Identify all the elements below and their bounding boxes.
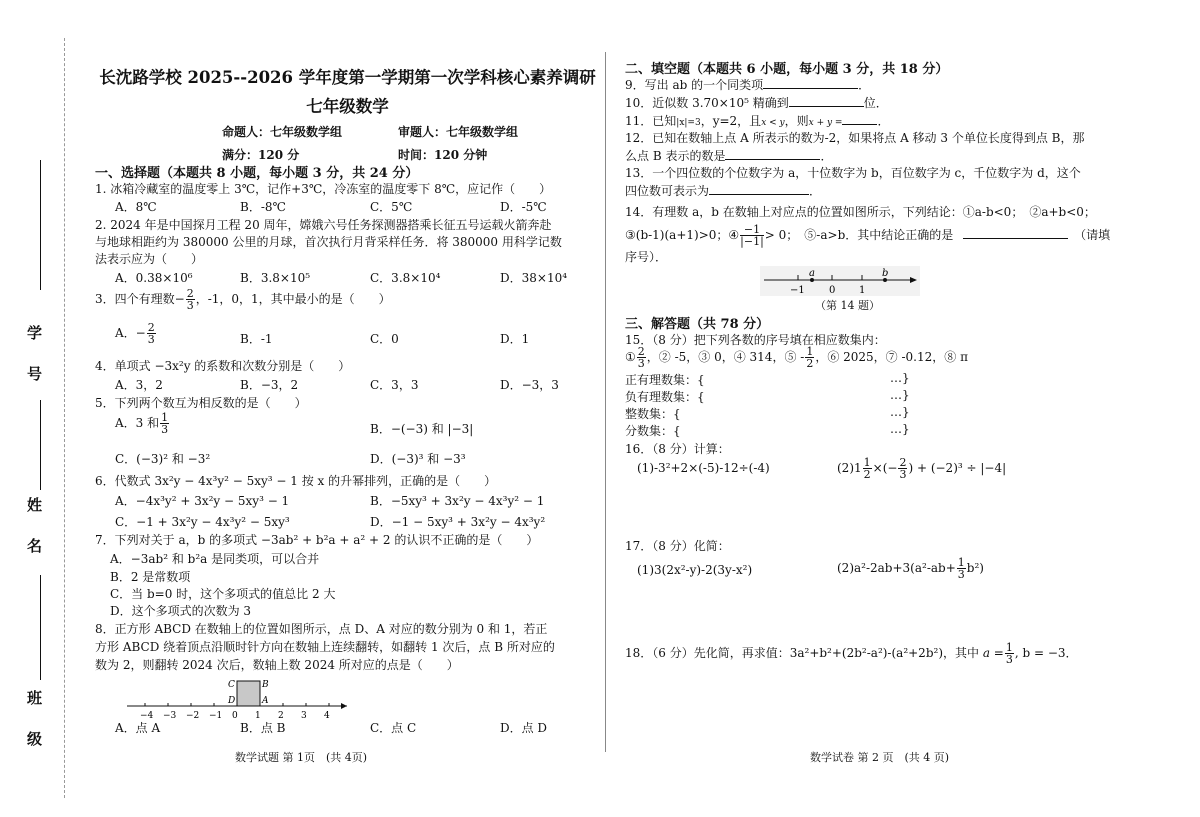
set-fractions: 分数集：{ (625, 424, 681, 438)
set-end-4: …} (890, 422, 910, 436)
tick-label: 1 (255, 711, 261, 721)
q7-option-c: C．当 b=0 时，这个多项式的值总比 2 大 (110, 587, 336, 601)
vertex-b: B (262, 680, 269, 690)
q1-stem: 1. 冰箱冷藏室的温度零上 3℃，记作+3℃，冷冻室的温度零下 8℃，应记作（ ） (95, 182, 552, 196)
q1-option-c: C．5℃ (370, 200, 413, 214)
q3-stem: 3．四个有理数− $\frac{2}{3}$ ，-1，0，1，其中最小的是（ ） (95, 287, 391, 312)
q16-part1: (1)-3²+2×(-5)-12÷(-4) (637, 461, 770, 475)
tick-1: 1 (859, 285, 866, 296)
q13-line2: 四位数可表示为 ． (625, 184, 822, 198)
tick-label: −1 (209, 711, 223, 721)
q15-stem: 15．（8 分）把下列各数的序号填在相应数集内： (625, 333, 886, 347)
q6-option-d: D．−1 − 5xy³ + 3x²y − 4x³y² (370, 515, 546, 529)
full-score: 满分：120 分 (222, 148, 300, 162)
q8-line2: 方形 ABCD 绕着顶点沿顺时针方向在数轴上连续翻转，如翻转 1 次后，点 B 所对应的 (95, 640, 555, 654)
tick-0: 0 (829, 285, 836, 296)
footer-page-1: 数学试题 第 1页 (共 4页) (235, 751, 368, 764)
tick-label: 0 (232, 711, 238, 721)
q5-stem: 5．下列两个数互为相反数的是（ ） (95, 396, 307, 410)
q7-option-b: B．2 是常数项 (110, 570, 191, 584)
q11: 11．已知|x|=3，y=2，且x < y，则x + y = ． (625, 114, 890, 128)
q4-option-b: B．−3，2 (240, 378, 299, 392)
class-line (40, 575, 41, 680)
vertex-c: C (228, 680, 235, 690)
label-a: a (809, 268, 815, 279)
q1-option-a: A．8℃ (115, 200, 157, 214)
exam-subtitle: 七年级数学 (306, 97, 389, 116)
q17-part1: (1)3(2x²-y)-2(3y-x²) (637, 563, 753, 577)
section1-heading: 一、选择题（本题共 8 小题，每小题 3 分，共 24 分） (95, 166, 419, 181)
tick-label: −2 (186, 711, 200, 721)
q15-numbers: ① $\frac{2}{3}$ ，② -5，③ 0，④ 314，⑤ - $\frac{1}{2}$ ，⑥ 2025，⑦ -0.12，⑧ π (625, 345, 968, 370)
q8-option-c: C．点 C (370, 721, 417, 735)
q14-line2: ③(b-1)(a+1)>0；④ $\frac{-1}{|-1|}$ > 0； ⑤-a>b．其中结论正确的是 （请填 (625, 223, 1111, 248)
q14-line3: 序号）． (625, 250, 668, 264)
label-b: b (882, 268, 889, 279)
q14-number-line-figure (760, 266, 920, 296)
q1-option-b: B．-8℃ (240, 200, 286, 214)
q4-option-d: D．−3，3 (500, 378, 559, 392)
student-id-label: 学号 (25, 325, 43, 407)
q6-option-a: A．−4x³y² + 3x²y − 5xy³ − 1 (115, 494, 290, 508)
reviewer: 审题人：七年级数学组 (398, 125, 519, 139)
q7-option-d: D．这个多项式的次数为 3 (110, 604, 252, 618)
set-negative-rationals: 负有理数集：{ (625, 390, 705, 404)
q8-line3: 数为 2，则翻转 2024 次后，数轴上数 2024 所对应的点是（ ） (95, 658, 459, 672)
tick-label: 3 (301, 711, 307, 721)
q6-stem: 6．代数式 3x²y − 4x³y² − 5xy³ − 1 按 x 的升幂排列，正确的是（ ） (95, 474, 497, 488)
student-id-line (40, 160, 41, 290)
name-line (40, 400, 41, 490)
q4-option-a: A．3，2 (115, 378, 163, 392)
q4-option-c: C．3，3 (370, 378, 419, 392)
set-positive-rationals: 正有理数集：{ (625, 373, 705, 387)
q2-option-c: C．3.8×10⁴ (370, 271, 441, 285)
q5-option-b: B．−(−3) 和 |−3| (370, 422, 474, 436)
q6-option-c: C．−1 + 3x²y − 4x³y² − 5xy³ (115, 515, 290, 529)
q17-stem: 17．（8 分）化简： (625, 539, 730, 553)
tick-label: 2 (278, 711, 284, 721)
column-divider (605, 52, 606, 752)
class-label: 班级 (25, 690, 43, 772)
footer-page-2: 数学试卷 第 2 页 (共 4 页) (810, 751, 950, 764)
q17-part2: (2)a²-2ab+3(a²-ab+ $\frac{1}{3}$ b²) (837, 556, 984, 581)
q5-option-a: A．3 和 $\frac{1}{3}$ (115, 411, 169, 436)
exam-time: 时间：120 分钟 (398, 148, 488, 162)
q2-line2: 与地球相距约为 380000 公里的月球，首次执行月背采样任务．将 380000 用科学记数 (95, 235, 562, 249)
q12-line1: 12．已知在数轴上点 A 所表示的数为-2，如果将点 A 移动 3 个单位长度得到点 B，那 (625, 131, 1085, 145)
q8-option-a: A．点 A (115, 721, 161, 735)
tick-neg1: −1 (790, 285, 805, 296)
set-end-1: …} (890, 371, 910, 385)
q5-option-d: D．(−3)³ 和 −3³ (370, 452, 466, 466)
q5-option-c: C．(−3)² 和 −3² (115, 452, 211, 466)
q8-line1: 8．正方形 ABCD 在数轴上的位置如图所示，点 D、A 对应的数分别为 0 和 1，若正 (95, 622, 548, 636)
square-abcd (237, 681, 260, 706)
q9: 9．写出 ab 的一个同类项 ． (625, 78, 871, 92)
section3-heading: 三、解答题（共 78 分） (625, 317, 770, 332)
q14-line1: 14．有理数 a，b 在数轴上对应点的位置如图所示，下列结论：①a-b<0； ②a+b<0； (625, 205, 1096, 219)
q4-stem: 4．单项式 −3x²y 的系数和次数分别是（ ） (95, 359, 351, 373)
q2-option-b: B．3.8×10⁵ (240, 271, 311, 285)
vertex-d: D (228, 696, 236, 706)
q2-line1: 2. 2024 年是中国探月工程 20 周年，嫦娥六号任务探测器搭乘长征五号运载火箭奔赴 (95, 218, 552, 232)
q7-option-a: A．−3ab² 和 b²a 是同类项，可以合并 (110, 552, 320, 566)
setter: 命题人：七年级数学组 (222, 125, 343, 139)
q2-option-a: A．0.38×10⁶ (115, 271, 193, 285)
q16-stem: 16．（8 分）计算： (625, 442, 730, 456)
binding-fold-line (64, 38, 65, 798)
q6-option-b: B．−5xy³ + 3x²y − 4x³y² − 1 (370, 494, 545, 508)
q13-line1: 13．一个四位数的个位数字为 a，十位数字为 b，百位数字为 c，千位数字为 d，这个 (625, 166, 1081, 180)
set-end-3: …} (890, 405, 910, 419)
q8-option-d: D．点 D (500, 721, 548, 735)
tick-label: 4 (324, 711, 330, 721)
vertex-a: A (262, 696, 269, 706)
q2-line3: 法表示应为（ ） (95, 252, 204, 266)
name-label: 姓名 (25, 497, 43, 579)
q10: 10．近似数 3.70×10⁵ 精确到 位． (625, 96, 888, 110)
tick-label: −3 (163, 711, 177, 721)
q1-option-d: D．-5℃ (500, 200, 547, 214)
fig14-caption: （第 14 题） (815, 299, 880, 312)
q16-part2: (2)1 $\frac{1}{2}$ ×(− $\frac{2}{3}$ ) + (−2)³ ÷ |−4| (837, 456, 1007, 481)
q12-line2: 么点 B 表示的数是 ． (625, 149, 833, 163)
tick-label: −4 (140, 711, 154, 721)
q3-option-b: B．-1 (240, 332, 273, 346)
q8-number-line-figure (125, 676, 350, 721)
set-end-2: …} (890, 388, 910, 402)
q3-option-c: C．0 (370, 332, 399, 346)
q2-option-d: D．38×10⁴ (500, 271, 568, 285)
q3-option-a: A．− $\frac{2}{3}$ (115, 321, 155, 346)
q8-option-b: B．点 B (240, 721, 286, 735)
exam-title: 长沈路学校 2025--2026 学年度第一学期第一次学科核心素养调研 (99, 68, 596, 87)
q18: 18．（6 分）先化简，再求值：3a²+b²+(2b²-a²)-(a²+2b²)，其中 a = $\frac{1}{3}$ , b = −3． (625, 641, 1078, 666)
q3-option-d: D．1 (500, 332, 530, 346)
set-integers: 整数集：{ (625, 407, 681, 421)
section2-heading: 二、填空题（本题共 6 小题，每小题 3 分，共 18 分） (625, 62, 949, 77)
q7-stem: 7．下列对关于 a，b 的多项式 −3ab² + b²a + a² + 2 的认识不正确的是（ ） (95, 533, 539, 547)
